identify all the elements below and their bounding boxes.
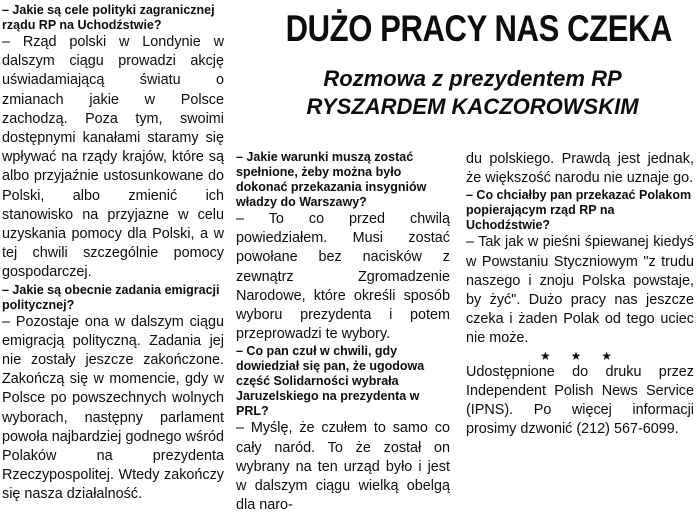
question: – Co pan czuł w chwili, gdy dowiedział się pan, że ugodowa część Solidarności wybrała Jaruzelskiego na prezydenta w PRL? [236, 344, 425, 419]
column-left [2, 3, 224, 505]
answer: – To co przed chwilą powiedziałem. Musi zostać powołane bez nacisków z zewnątrz Zgromadzenie Narodowe, które określi sposób wyboru prezydenta i potem przeprowadzi te wybory. [236, 211, 450, 343]
answer: – Tak jak w pieśni śpiewanej kiedyś w Powstaniu Styczniowym "z trudu naszego i znoju Polska powstaje, by żyć". Dużo pracy nas jeszcze czeka i żaden Polak od tego uciec nie może. [466, 234, 694, 347]
column-middle [236, 150, 450, 515]
question: – Co chciałby pan przekazać Polakom popierającym rząd RP na Uchodźstwie? [466, 188, 692, 233]
subtitle-line-2: RYSZARDEM KACZOROWSKIM [306, 94, 639, 119]
answer: – Pozostaje ona w dalszym ciągu emigracją polityczną. Zadania jej nie zostały jeszcze zakończone. Zakończą się w momencie, gdy w Polsce po powszechnych wolnych wyborach, następny parlament powoła najbardziej godnego wśród Polaków na prezydenta Rzeczypospolitej. Wtedy zakończy się nasza działalność. [2, 313, 224, 503]
answer-continued: du polskiego. Prawdą jest jednak, że większość narodu nie uznaje go. [466, 151, 694, 187]
question: – Jakie są cele polityki zagranicznej rządu RP na Uchodźstwie? [2, 3, 215, 32]
question: – Jakie warunki muszą zostać spełnione, żeby można było dokonać przekazania insygniów władzy do Warszawy? [236, 150, 427, 209]
section-separator-stars: ★ ★ ★ [540, 348, 620, 363]
question: – Jakie są obecnie zadania emigracji politycznej? [2, 282, 220, 312]
answer: – Rząd polski w Londynie w dalszym ciągu prowadzi akcję uświadamiającą światu o zmianach jakie w Polsce zachodzą. Poza tym, swoimi dostępnymi kanałami staramy się wpływać na rządy krajów, które są albo przyjaźnie ustosunkowane do Polski, albo zmienić ich stanowisko na przyjazne w celu uzyskania pomocy dla Polski, a w tej chwili szczególnie pomocy gospodarczej. [2, 34, 224, 281]
answer: – Myślę, że czułem to samo co cały naród. To że został on wybrany na ten urząd było i jest w dalszym ciągu wielką obelgą dla naro- [236, 420, 450, 514]
subtitle-line-1: Rozmowa z prezydentem RP [323, 66, 622, 91]
source-credit: Udostępnione do druku przez Independent Polish News Service (IPNS). Po więcej informacji prosimy dzwonić (212) 567-6099. [466, 363, 694, 438]
headline: DUŻO PRACY NAS CZEKA [285, 8, 673, 49]
column-right [466, 150, 694, 439]
